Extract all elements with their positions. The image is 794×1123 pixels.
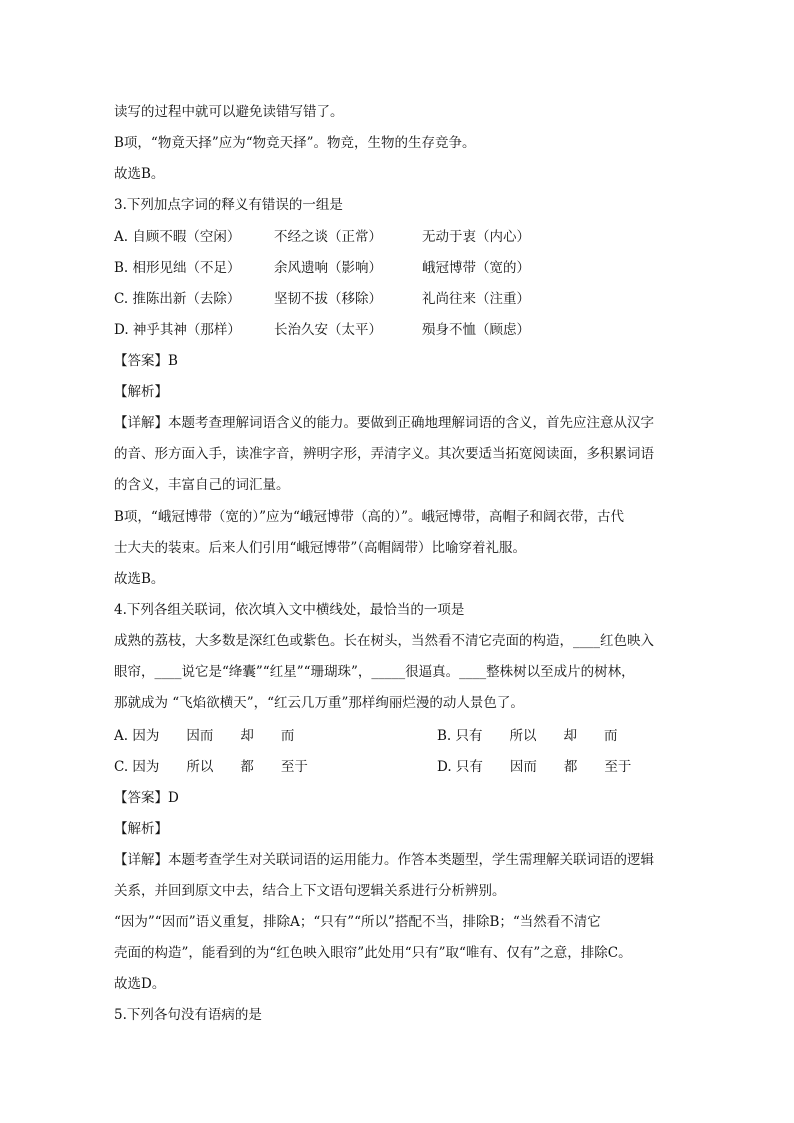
text-line: 壳面的构造”，能看到的为“红色映入眼帘”此处用“只有”取“唯有、仅有”之意，排除C。	[114, 945, 632, 961]
question-3-option-b	[114, 258, 680, 278]
text-line: 关系，并回到原文中去，结合上下文语句逻辑关系进行分析辨别。	[114, 883, 506, 899]
text-line: 成熟的荔枝，大多数是深红色或紫色。长在树头，当然看不清它壳面的构造，____红色映入	[114, 633, 654, 649]
option-item: 不经之谈（正常）	[274, 229, 382, 245]
option-item: A. 自顾不暇（空闲）	[114, 229, 241, 245]
text-line: 故选B。	[114, 571, 165, 587]
text-line: B项，“物竟天择”应为“物竞天择”。物竞，生物的生存竞争。	[114, 135, 476, 151]
text-line: “因为”“因而”语义重复，排除A；“只有”“所以”搭配不当，排除B；“当然看不清它	[114, 914, 601, 930]
question-3-title: 3.下列加点字词的释义有错误的一组是	[114, 197, 343, 213]
question-3-option-d	[114, 320, 680, 340]
text-line: 【详解】本题考查理解词语含义的能力。要做到正确地理解词语的含义，首先应注意从汉字	[114, 415, 654, 431]
question-3-answer: 【答案】B	[114, 353, 178, 369]
question-5-title: 5.下列各句没有语病的是	[114, 1007, 262, 1023]
question-4-options-row-2	[114, 757, 680, 777]
question-3-option-a	[114, 227, 680, 247]
text-line: 【详解】本题考查学生对关联词语的运用能力。作答本类题型，学生需理解关联词语的逻辑	[114, 852, 654, 868]
text-line: 读写的过程中就可以避免读错写错了。	[114, 104, 344, 120]
question-3-analysis-heading: 【解析】	[114, 384, 168, 400]
option-item: 坚韧不拔（移除）	[274, 291, 382, 307]
option-item: 峨冠博带（宽的）	[422, 260, 530, 276]
option-item: 长治久安（太平）	[274, 322, 382, 338]
question-3-option-c	[114, 289, 680, 309]
question-4-answer: 【答案】D	[114, 790, 179, 806]
option-a: A. 因为 因而 却 而	[114, 728, 295, 744]
text-line: 故选B。	[114, 166, 165, 182]
option-item: D. 神乎其神（那样）	[114, 322, 241, 338]
question-4-options-row-1	[114, 726, 680, 746]
text-line: B项，“峨冠博带（宽的）”应为“峨冠博带（高的）”。峨冠博带，高帽子和阔衣带，古代	[114, 509, 625, 525]
option-d: D. 只有 因而 都 至于	[437, 759, 632, 775]
text-line: 的含义，丰富自己的词汇量。	[114, 477, 290, 493]
option-b: B. 只有 所以 却 而	[437, 728, 618, 744]
question-4-title: 4.下列各组关联词，依次填入文中横线处，最恰当的一项是	[114, 602, 465, 618]
text-line: 故选D。	[114, 976, 166, 992]
text-line: 士大夫的装束。后来人们引用“峨冠博带”（高帽阔带）比喻穿着礼服。	[114, 540, 527, 556]
text-line: 的音、形方面入手，读准字音，辨明字形，弄清字义。其次要适当拓宽阅读面，多积累词语	[114, 446, 654, 462]
option-item: 礼尚往来（注重）	[422, 291, 530, 307]
option-item: 无动于衷（内心）	[422, 229, 530, 245]
option-item: C. 推陈出新（去除）	[114, 291, 241, 307]
option-item: B. 相形见绌（不足）	[114, 260, 241, 276]
text-line: 那就成为 “飞焰欲横天”，“红云几万重”那样绚丽烂漫的动人景色了。	[114, 695, 524, 711]
option-c: C. 因为 所以 都 至于	[114, 759, 308, 775]
option-item: 殒身不恤（顾虑）	[422, 322, 530, 338]
question-4-analysis-heading: 【解析】	[114, 821, 168, 837]
option-item: 余风遗响（影响）	[274, 260, 382, 276]
text-line: 眼帘，____说它是“绛囊”“红星”“珊瑚珠”，_____很逼真。____整株树以至成片的树林，	[114, 664, 635, 680]
